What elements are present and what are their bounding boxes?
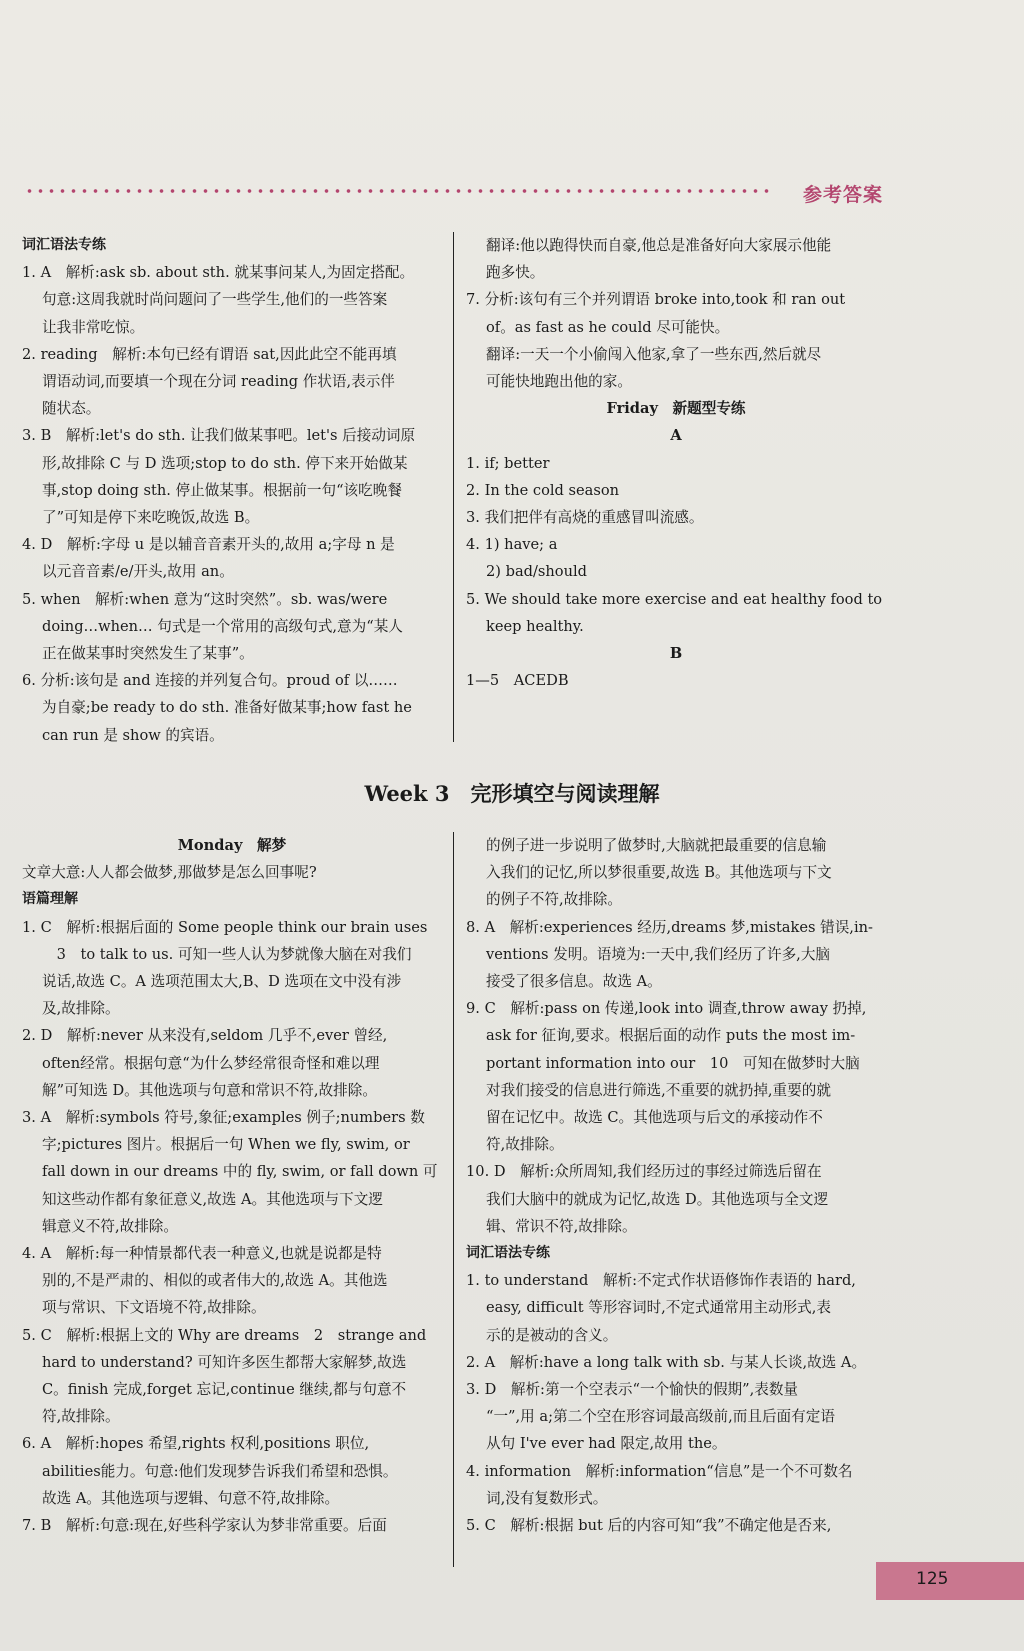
answer-line: 5. when 解析:when 意为“这时突然”。sb. was/were (22, 590, 388, 608)
answer-line: 符,故排除。 (486, 1136, 564, 1154)
answer-line: 辑意义不符,故排除。 (42, 1217, 178, 1235)
answer-line: 2. A 解析:have a long talk with sb. 与某人长谈,故选 A。 (466, 1353, 867, 1371)
answer-line: 接受了很多信息。故选 A。 (486, 973, 662, 991)
top-left-column (22, 232, 442, 749)
section-subheading: A (670, 427, 682, 445)
answer-line: hard to understand? 可知许多医生都帮大家解梦,故选 (42, 1353, 407, 1371)
answer-line: 9. C 解析:pass on 传递,look into 调查,throw away 扔掉, (466, 1000, 867, 1018)
answer-line: 3. A 解析:symbols 符号,象征;examples 例子;numbers 数 (22, 1109, 425, 1127)
answer-line: 留在记忆中。故选 C。其他选项与后文的承接动作不 (486, 1109, 823, 1127)
section-subheading: Monday 解梦 (177, 837, 287, 854)
answer-line: 让我非常吃惊。 (42, 318, 145, 336)
answer-line: 2. D 解析:never 从来没有,seldom 几乎不,ever 曾经, (22, 1027, 388, 1045)
page-number: 125 (916, 1569, 949, 1589)
page-number-tab (876, 1562, 1024, 1600)
answer-line: can run 是 show 的宾语。 (42, 726, 224, 744)
answer-line: 谓语动词,而要填一个现在分词 reading 作状语,表示伴 (42, 373, 395, 391)
answer-line: 我们大脑中的就成为记忆,故选 D。其他选项与全文逻 (486, 1190, 829, 1208)
answer-line: fall down in our dreams 中的 fly, swim, or fall down 可 (42, 1163, 438, 1181)
answer-line: 翻译:他以跑得快而自豪,他总是准备好向大家展示他能 (486, 237, 832, 254)
answer-line: 1. C 解析:根据后面的 Some people think our brain uses (22, 918, 428, 936)
answer-line: 跑多快。 (486, 264, 545, 282)
answer-line: 符,故排除。 (42, 1408, 120, 1426)
answer-line: “一”,用 a;第二个空在形容词最高级前,而且后面有定语 (486, 1408, 835, 1426)
answer-line: portant information into our 10 可知在做梦时大脑 (486, 1054, 860, 1072)
answer-line: keep healthy. (486, 617, 584, 635)
answer-line: 从句 I've ever had 限定,故用 the。 (486, 1435, 727, 1453)
answer-line: 3 to talk to us. 可知一些人认为梦就像大脑在对我们 (42, 945, 412, 963)
answer-line: 说话,故选 C。A 选项范围太大,B、D 选项在文中没有涉 (42, 973, 402, 991)
answer-line: 字;pictures 图片。根据后一句 When we fly, swim, or (42, 1136, 410, 1154)
column-divider-bottom (453, 832, 454, 1567)
answer-line: 5. C 解析:根据 but 后的内容可知“我”不确定他是否来, (466, 1517, 832, 1535)
answer-line: 翻译:一天一个小偷闯入他家,拿了一些东西,然后就尽 (486, 345, 822, 363)
answer-line: 2) bad/should (486, 563, 588, 581)
header-dotted-rule (24, 188, 774, 194)
answer-line: 随状态。 (42, 400, 101, 418)
answer-line: 以元音音素/e/开头,故用 an。 (42, 563, 234, 581)
answer-line: 6. 分析:该句是 and 连接的并列复合句。proud of 以…… (22, 672, 398, 690)
answer-line: 1. if; better (466, 454, 550, 472)
section-heading: 词汇语法专练 (466, 1245, 550, 1262)
answer-line: 为自豪;be ready to do sth. 准备好做某事;how fast he (42, 699, 412, 717)
section-subheading: Friday 新题型专练 (606, 400, 746, 418)
answer-line: 1—5 ACEDB (466, 672, 569, 690)
answer-line: 辑、常识不符,故排除。 (486, 1217, 637, 1235)
answer-line: abilities能力。句意:他们发现梦告诉我们希望和恐惧。 (42, 1462, 398, 1480)
answer-line: 事,stop doing sth. 停止做某事。根据前一句“该吃晚餐 (42, 481, 402, 499)
answer-line: 可能快地跑出他的家。 (486, 373, 632, 391)
week-title: Week 3 完形填空与阅读理解 (364, 781, 660, 806)
answer-line: 5. We should take more exercise and eat healthy food to (466, 590, 883, 608)
column-divider-top (453, 232, 454, 742)
bottom-right-column (466, 832, 886, 1539)
answer-line: ask for 征询,要求。根据后面的动作 puts the most im- (486, 1027, 856, 1045)
answer-line: often经常。根据句意“为什么梦经常很奇怪和难以理 (42, 1054, 380, 1072)
answer-line: easy, difficult 等形容词时,不定式通常用主动形式,表 (486, 1299, 831, 1317)
bottom-left-column (22, 832, 442, 1539)
answer-line: 4. 1) have; a (466, 536, 558, 554)
answer-line: 3. D 解析:第一个空表示“一个愉快的假期”,表数量 (466, 1381, 799, 1399)
answer-line: 及,故排除。 (42, 1000, 120, 1018)
answer-line: 示的是被动的含义。 (486, 1326, 618, 1344)
answer-line: 的例子进一步说明了做梦时,大脑就把最重要的信息输 (486, 837, 827, 854)
answer-line: 入我们的记忆,所以梦很重要,故选 B。其他选项与下文 (486, 864, 832, 882)
answer-line: 4. A 解析:每一种情景都代表一种意义,也就是说都是特 (22, 1245, 382, 1263)
answer-line: 4. information 解析:information“信息”是一个不可数名 (466, 1462, 853, 1480)
answer-line: 1. A 解析:ask sb. about sth. 就某事问某人,为固定搭配。 (22, 264, 415, 282)
answer-line: C。finish 完成,forget 忘记,continue 继续,都与句意不 (42, 1381, 407, 1399)
answer-line: 文章大意:人人都会做梦,那做梦是怎么回事呢? (22, 864, 317, 882)
answer-line: 知这些动作都有象征意义,故选 A。其他选项与下文逻 (42, 1190, 383, 1208)
answer-line: 8. A 解析:experiences 经历,dreams 梦,mistakes 错误,in- (466, 918, 873, 936)
answer-line: 7. B 解析:句意:现在,好些科学家认为梦非常重要。后面 (22, 1517, 387, 1535)
answer-line: 故选 A。其他选项与逻辑、句意不符,故排除。 (42, 1489, 340, 1507)
answer-line: of。as fast as he could 尽可能快。 (486, 318, 730, 336)
answer-line: 对我们接受的信息进行筛选,不重要的就扔掉,重要的就 (486, 1081, 831, 1099)
answer-line: 句意:这周我就时尚问题问了一些学生,他们的一些答案 (42, 291, 388, 309)
answer-line: 了”可知是停下来吃晚饭,故选 B。 (42, 509, 260, 527)
answer-line: 10. D 解析:众所周知,我们经历过的事经过筛选后留在 (466, 1163, 822, 1181)
answer-line: 形,故排除 C 与 D 选项;stop to do sth. 停下来开始做某 (42, 454, 408, 472)
section-heading: 语篇理解 (22, 891, 78, 908)
answer-line: 正在做某事时突然发生了某事”。 (42, 645, 254, 663)
section-subheading: B (669, 645, 683, 663)
section-heading: 词汇语法专练 (22, 237, 106, 253)
answer-line: 3. 我们把伴有高烧的重感冒叫流感。 (466, 509, 704, 527)
answer-line: 7. 分析:该句有三个并列谓语 broke into,took 和 ran out (466, 291, 846, 309)
answer-line: doing…when… 句式是一个常用的高级句式,意为“某人 (42, 617, 403, 635)
answer-line: 别的,不是严肃的、相似的或者伟大的,故选 A。其他选 (42, 1272, 388, 1290)
answer-line: 3. B 解析:let's do sth. 让我们做某事吧。let's 后接动词原 (22, 427, 416, 445)
answer-line: 5. C 解析:根据上文的 Why are dreams 2 strange and (22, 1326, 427, 1344)
answer-line: 项与常识、下文语境不符,故排除。 (42, 1299, 266, 1317)
answer-line: ventions 发明。语境为:一天中,我们经历了许多,大脑 (486, 945, 831, 963)
header-title: 参考答案 (803, 184, 884, 206)
answer-line: 6. A 解析:hopes 希望,rights 权利,positions 职位, (22, 1435, 370, 1453)
answer-line: 解”可知选 D。其他选项与句意和常识不符,故排除。 (42, 1081, 377, 1099)
top-right-column (466, 232, 886, 694)
answer-line: 的例子不符,故排除。 (486, 891, 622, 909)
answer-line: 词,没有复数形式。 (486, 1489, 608, 1507)
answer-line: 1. to understand 解析:不定式作状语修饰作表语的 hard, (466, 1272, 856, 1290)
answer-line: 2. reading 解析:本句已经有谓语 sat,因此此空不能再填 (22, 345, 397, 363)
answer-line: 4. D 解析:字母 u 是以辅音音素开头的,故用 a;字母 n 是 (22, 536, 395, 554)
answer-line: 2. In the cold season (466, 481, 620, 499)
